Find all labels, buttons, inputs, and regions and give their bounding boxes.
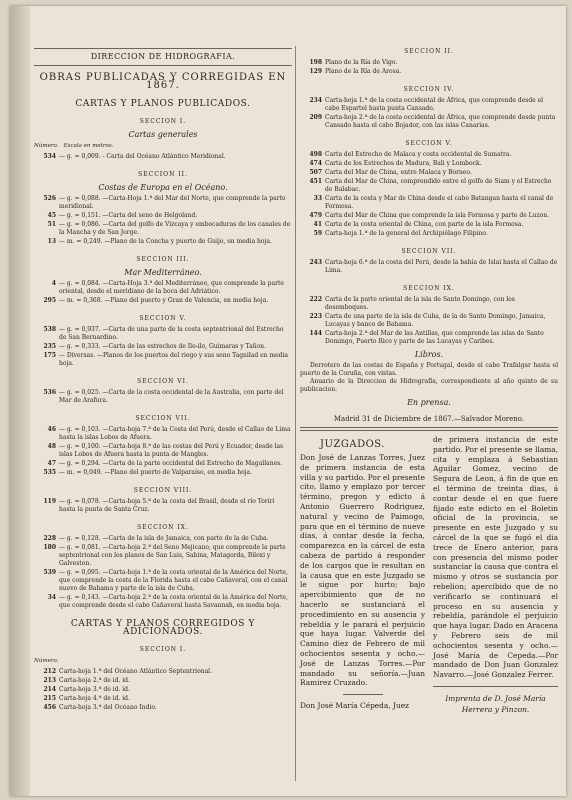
entry-list xyxy=(300,296,558,346)
column-headers xyxy=(34,142,292,150)
edict-right-column xyxy=(433,435,558,715)
entry-list xyxy=(34,153,292,161)
section-title: SECCION VIII. xyxy=(133,487,193,494)
entry-number: 215 xyxy=(43,695,56,702)
entry-list xyxy=(34,535,292,610)
binding-gutter xyxy=(10,6,30,796)
entry-text: Plano de la Ría de Vigo. xyxy=(325,59,398,66)
entry-number: 129 xyxy=(309,68,322,75)
entry-list xyxy=(34,426,292,477)
entry-number: 213 xyxy=(43,677,56,684)
list-item xyxy=(300,221,558,229)
section-subtitle: Costas de Europa en el Océano. xyxy=(98,183,228,192)
section-title: SECCION II. xyxy=(404,48,454,55)
list-item xyxy=(300,114,558,130)
list-item xyxy=(34,280,292,296)
entry-list xyxy=(34,498,292,514)
entry-number: 45 xyxy=(47,212,56,219)
entry-text: Carta-hoja 3.ª del Océano Indio. xyxy=(59,704,157,711)
entry-number: 223 xyxy=(309,313,322,320)
rule xyxy=(343,694,383,695)
entry-number: 234 xyxy=(309,97,322,104)
entry-text: Carta del Mar de China, comprendido entre el golfo de Siam y el Estrecho de Balabac. xyxy=(325,178,552,193)
list-item xyxy=(34,326,292,342)
edict-next: Don José María Cépeda, Juez xyxy=(300,701,409,711)
department-header: DIRECCION DE HIDROGRAFIA. xyxy=(90,52,236,61)
list-item xyxy=(34,443,292,459)
obras-title: OBRAS PUBLICADAS Y CORREGIDAS EN 1867. xyxy=(39,72,287,91)
section-title: SECCION IX. xyxy=(403,285,455,292)
entry-number: 456 xyxy=(43,704,56,711)
entry-number: 228 xyxy=(43,535,56,542)
entry-text: Carta-hoja 1.ª del Océano Atlántico Septentrional. xyxy=(59,668,212,675)
list-item xyxy=(34,704,292,712)
entry-number: 34 xyxy=(47,594,56,601)
section-title: SECCION V. xyxy=(405,140,453,147)
entry-text: Carta del Estrecho de Malaca y costa occidental de Sumatra. xyxy=(325,151,512,158)
section-subtitle: Cartas generales xyxy=(128,130,198,139)
list-item xyxy=(34,212,292,220)
col-escala: Escala en metros. xyxy=(63,143,114,149)
libros-entry: Anuario de la Direccion de Hidrografía, correspondiente al año quinto de su publicacion. xyxy=(300,378,558,393)
entry-number: 4 xyxy=(51,280,56,287)
list-item xyxy=(300,151,558,159)
entry-text: — m. = 0,368. —Plano del puerto y Gran de Valencia, en media hoja. xyxy=(59,297,269,304)
en-prensa: En prensa. xyxy=(407,398,451,407)
entry-text: — g. = 0,086. —Carta del golfo de Vizcaya y embocaduras de los canales de la Mancha y de San Jorge. xyxy=(59,221,291,236)
entry-list xyxy=(300,97,558,130)
list-item xyxy=(300,195,558,211)
entry-number: 209 xyxy=(309,114,322,121)
entry-number: 51 xyxy=(47,221,56,228)
list-item xyxy=(300,160,558,168)
entry-number: 507 xyxy=(309,169,322,176)
list-item xyxy=(34,153,292,161)
list-item xyxy=(300,97,558,113)
entry-text: — g. = 0,078. —Carta-hoja 5.ª de la costa del Brasil, desde el río Torirí hasta la punta de Santa Cruz. xyxy=(59,498,275,513)
rule xyxy=(300,427,558,428)
rule xyxy=(433,686,558,687)
entry-text: — g. = 0,333. —Carta de las estrechos de Ilo-ilo, Guimaras y Tañon. xyxy=(59,343,266,350)
section-title: SECCION I. xyxy=(139,118,187,125)
entry-text: — g. = 0,294. —Carta de la parte occidental del Estrecho de Magallanes. xyxy=(59,460,283,467)
rule xyxy=(34,65,292,66)
entry-text: Carta-hoja 6.ª de la costa del Perú, desde la bahía de Islai hasta el Callao de Lima. xyxy=(325,259,558,274)
entry-number: 474 xyxy=(309,160,322,167)
entry-number: 535 xyxy=(43,469,56,476)
rule xyxy=(34,48,292,49)
imprenta-line: Herrera y Pinzon. xyxy=(461,704,530,714)
entry-text: — g. = 0,088. —Carta-Hoja 1.ª del Mar del Norte, que comprende la parte meridional. xyxy=(59,195,286,210)
entry-text: — g. = 0,128. —Carta de la isla de Jamaica, con parte de la de Cuba. xyxy=(59,535,269,542)
entry-text: Carta-hoja 4.ª de id. id. xyxy=(59,695,130,702)
entry-text: — g. = 0,937. —Carta de una parte de la costa septentrional del Estrecho de San Bernardino. xyxy=(59,326,284,341)
entry-list xyxy=(300,259,558,275)
cartas-title: CARTAS Y PLANOS PUBLICADOS. xyxy=(75,99,251,109)
entry-number: 59 xyxy=(313,230,322,237)
entry-list xyxy=(34,668,292,712)
section-title: SECCION I. xyxy=(139,646,187,653)
entry-number: 175 xyxy=(43,352,56,359)
entry-number: 212 xyxy=(43,668,56,675)
list-item xyxy=(34,343,292,351)
entry-number: 295 xyxy=(43,297,56,304)
entry-number: 222 xyxy=(309,296,322,303)
entry-text: Carta del Mar de China que comprende la isla Formosa y parte de Luzon. xyxy=(325,212,550,219)
list-item xyxy=(34,389,292,405)
entry-text: Carta-hoja 1.ª de la general del Archipiélago Filipino. xyxy=(325,230,488,237)
list-item xyxy=(300,230,558,238)
list-item xyxy=(34,686,292,694)
entry-text: — g. = 0,151. —Carta del seno de Helgoland. xyxy=(59,212,198,219)
entry-list xyxy=(300,151,558,238)
entry-text: — g. = 0,100. —Carta-hoja 8.ª de las costas del Perú y Ecuador, desde las islas Lobos de Afuera hasta la punta de Mangles. xyxy=(59,443,284,458)
juzgados-title: JUZGADOS. xyxy=(320,439,385,450)
libros-entry: Derrotero de las costas de España y Portugal, desde el cabo Trafalgar hasta el puerto de la Coruña, con vistas. xyxy=(300,362,558,377)
col-numero: Número. xyxy=(34,143,59,149)
entry-list xyxy=(34,280,292,305)
entry-list xyxy=(34,389,292,405)
rule xyxy=(300,430,558,431)
corregidos-title: CARTAS Y PLANOS CORREGIDOS Y ADICIONADOS. xyxy=(70,619,256,637)
right-column xyxy=(300,46,558,715)
entry-text: — g. = 0,103. —Carta-hoja 7.ª de la Costa del Perú, desde el Callao de Lima hasta la islas Lobos de Afuera. xyxy=(59,426,291,441)
entry-number: 539 xyxy=(43,569,56,576)
list-item xyxy=(34,569,292,593)
entry-number: 144 xyxy=(309,330,322,337)
list-item xyxy=(300,330,558,346)
entry-number: 498 xyxy=(309,151,322,158)
list-item xyxy=(300,68,558,76)
list-item xyxy=(300,169,558,177)
list-item xyxy=(300,296,558,312)
section-title: SECCION III. xyxy=(136,256,190,263)
entry-text: — m. = 0,049. —Plano del puerto de Valparaíso, en media hoja. xyxy=(59,469,253,476)
entry-number: 534 xyxy=(43,153,56,160)
left-column xyxy=(34,46,292,713)
entry-number: 33 xyxy=(313,195,322,202)
entry-text: Carta-hoja 2.ª del Mar de las Antillas, que comprende las islas de Santo Domingo, Puerto Rico y parte de las Lucayas y Caribes. xyxy=(325,330,544,345)
list-item xyxy=(34,352,292,368)
entry-text: — g. = 0,009. - Carta del Océano Atlántico Meridional. xyxy=(59,153,226,160)
list-item xyxy=(300,212,558,220)
entry-text: — g. = 0,095. —Carta-hoja 1.ª de la costa oriental de la América del Norte, que comprende la costa de la Florida hasta el cabo Cañaveral, con el canal nuevo de Bahama y parte de la isla de Cuba. xyxy=(59,569,288,592)
imprenta-line: Imprenta de D. José María xyxy=(445,693,546,703)
section-title: SECCION II. xyxy=(138,171,188,178)
entry-number: 41 xyxy=(313,221,322,228)
libros-title: Libros. xyxy=(414,350,444,359)
entry-text: — g. = 0,143. —Carta-hoja 2.ª de la costa oriental de la América del Norte, que comprende desde el cabo Cañaveral hasta Savannah, en media hoja. xyxy=(59,594,288,609)
entry-number: 243 xyxy=(309,259,322,266)
entry-list xyxy=(34,326,292,368)
list-item xyxy=(34,221,292,237)
entry-text: Carta del Mar de China, entre Malaca y Borneo. xyxy=(325,169,472,176)
entry-text: Carta-hoja 1.ª de la costa occidental de África, que comprende desde el cabo Espartel hasta punta Cansado. xyxy=(325,97,544,112)
entry-list xyxy=(300,59,558,76)
list-item xyxy=(300,178,558,194)
column-divider xyxy=(295,46,296,781)
list-item xyxy=(34,297,292,305)
entry-text: — g. = 0,081. —Carta-hoja 2.ª del Seno Mejicano, que comprende la parte septentrional con los planos de San Luis, Sabina, Matagorda, Biloxi y Galveston. xyxy=(59,544,286,567)
list-item xyxy=(34,469,292,477)
entry-number: 526 xyxy=(43,195,56,202)
section-subtitle: Mar Mediterráneo. xyxy=(124,268,202,277)
section-title: SECCION V. xyxy=(139,315,187,322)
list-item xyxy=(300,259,558,275)
entry-text: Carta de la costa y Mar de China desde el cabo Batangan hasta el canal de Formosa. xyxy=(325,195,554,210)
list-item xyxy=(34,195,292,211)
entry-number: 47 xyxy=(47,460,56,467)
edict-left-column xyxy=(300,435,425,715)
entry-number: 235 xyxy=(43,343,56,350)
list-item xyxy=(34,535,292,543)
list-item xyxy=(300,59,558,67)
list-item xyxy=(34,460,292,468)
section-title: SECCION VI. xyxy=(137,378,189,385)
list-item xyxy=(34,695,292,703)
entry-list xyxy=(34,195,292,246)
list-item xyxy=(300,313,558,329)
entry-text: — Diversas. —Planos de los puertos del riego y sus seno Tagnilad en media hoja. xyxy=(59,352,288,367)
entry-number: 479 xyxy=(309,212,322,219)
entry-number: 13 xyxy=(47,238,56,245)
list-item xyxy=(34,544,292,568)
entry-number: 536 xyxy=(43,389,56,396)
section-title: SECCION IX. xyxy=(137,524,189,531)
entry-number: 214 xyxy=(43,686,56,693)
entry-number: 119 xyxy=(43,498,56,505)
section-title: SECCION VII. xyxy=(401,248,457,255)
entry-text: Carta de una parte de la isla de Cuba, de la de Santo Domingo, Jamaica, Lucayas y banco de Bahama. xyxy=(325,313,546,328)
entry-text: Carta de la costa oriental de China, con parte de la isla Formosa. xyxy=(325,221,524,228)
entry-number: 538 xyxy=(43,326,56,333)
list-item xyxy=(34,668,292,676)
section-title: SECCION VII. xyxy=(135,415,191,422)
entry-number: 451 xyxy=(309,178,322,185)
entry-number: 48 xyxy=(47,443,56,450)
entry-number: 46 xyxy=(47,426,56,433)
entry-text: — g. = 0,025. —Carta de la costa occidental de la Australia, con parte del Mar de Arafura. xyxy=(59,389,284,404)
juzgados-block xyxy=(300,435,558,715)
newspaper-page xyxy=(10,6,566,796)
list-item xyxy=(34,426,292,442)
entry-text: Plano de la Ría de Arosa. xyxy=(325,68,402,75)
entry-text: — m. = 0,249. —Plano de la Concha y puerto de Guijo, en media hoja. xyxy=(59,238,272,245)
section-title: SECCION IV. xyxy=(403,86,455,93)
entry-text: Carta-hoja 2.ª de la costa occidental de África, que comprende desde punta Cansado hasta el cabo Bojador, con las islas Canarias. xyxy=(325,114,556,129)
entry-text: Carta de la parte oriental de la isla de Santo Domingo, con los desemboques. xyxy=(325,296,515,311)
column-header-numero: Número. xyxy=(34,658,59,664)
entry-text: Carta-hoja 2.ª de id. id. xyxy=(59,677,130,684)
entry-number: 198 xyxy=(309,59,322,66)
entry-number: 180 xyxy=(43,544,56,551)
edict-text: de primera instancia de este partido. Por el presente se llama, cita y emplaza á Sebastian Aguilar Gomez, vecino de Segura de Leon, á fin de que en el término de treinta dias, á contar desde el en que fuere fijado este edicto en el Boletin oficial de la provincia, se presente en este Juzgado y su cárcel de la que se fugó el dia trece de Enero anterior, para con presencia del mismo poder sustanciar la causa que contra el mismo y otros se sustancia por rebelion; apercibido que de no verificarlo se continuará el proceso en su ausencia y rebeldía, parándole el perjuicio que haya lugar. Dado en Aracena y Febrero seis de mil ochocientos sesenta y ocho.—José María de Cepeda.—Por mandado de Don Juan Gonzalez Navarro.—José Gonzalez Ferrer. xyxy=(433,435,558,680)
list-item xyxy=(34,498,292,514)
list-item xyxy=(34,677,292,685)
entry-text: — g. = 0,084. —Carta-Hoja 3.ª del Mediterráneo, que comprende la parte oriental, desde el meridiano de la boca del Adriático. xyxy=(59,280,284,295)
list-item xyxy=(34,594,292,610)
entry-text: Carta de los Estrechos de Madura, Bali y Lombock. xyxy=(325,160,482,167)
entry-text: Carta-hoja 3.ª de id. id. xyxy=(59,686,130,693)
signature-line: Madrid 31 de Diciembre de 1867.—Salvador Moreno. xyxy=(333,415,525,423)
edict-text: Don José de Lanzas Torres, Juez de primera instancia de esta villa y su partido. Por el presente cito, llamo y emplazo por tercer término, pregon y edicto á Antonio Guerrero Rodriguez, natural y vecino de Paimogo, para que en el término de nueve dias, á contar desde la fecha, comparezca en la cárcel de esta cabeza de partido á responder de los cargos que le resultan en la causa que en este Juzgado se le sigue por hurto; bajo apercibimiento que de no hacerlo se sustanciará el procedimiento en su ausencia y rebeldía y le parará el perjuicio que haya lugar. Valverde del Camino diez de Febrero de mil ochocientos sesenta y ocho.—José de Lanzas Torres.—Por mandado su señoría.—Juan Ramirez Cruzado. xyxy=(300,453,425,688)
list-item xyxy=(34,238,292,246)
